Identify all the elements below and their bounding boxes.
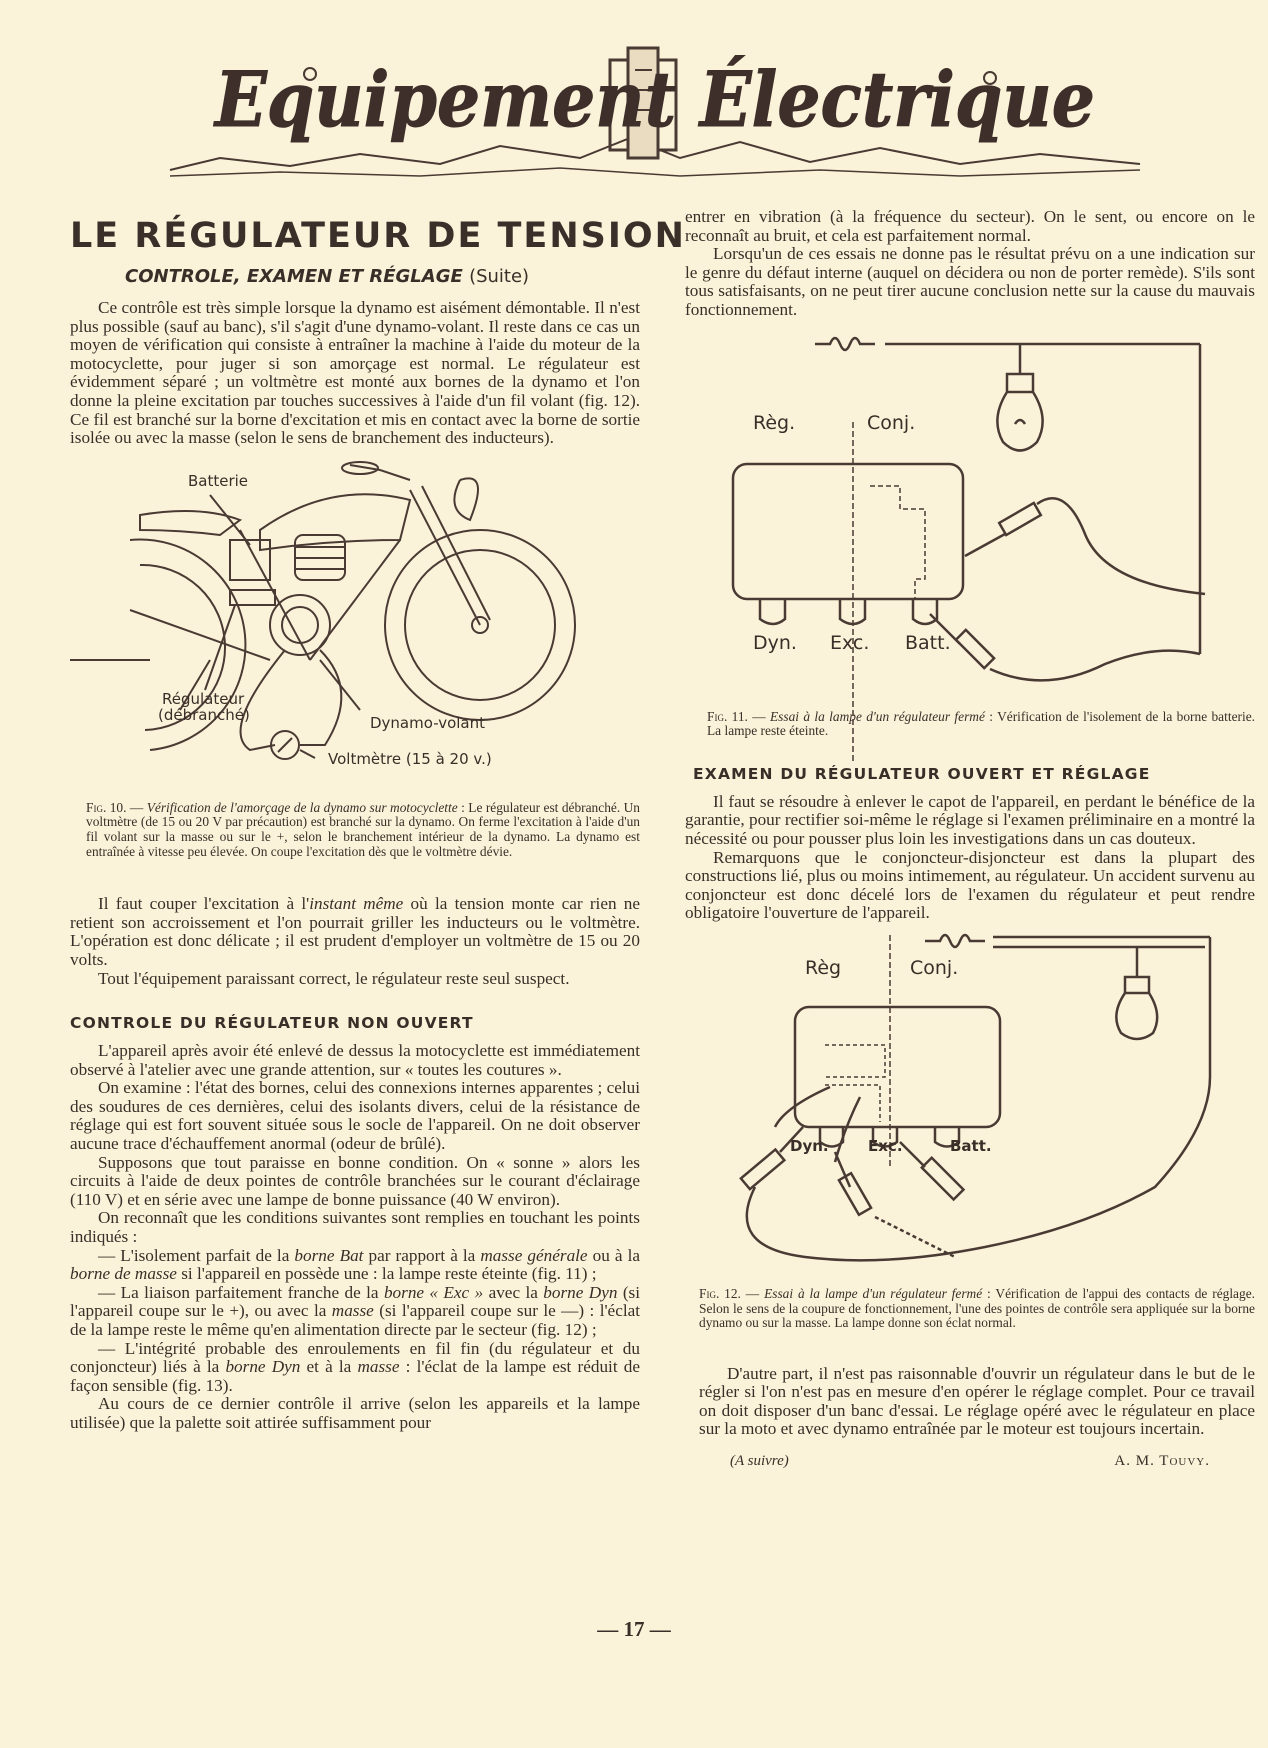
paragraph-s1-5: Au cours de ce dernier contrôle il arrive (selon les appareils et la lampe utilisée) que la palette soit attirée suffisamment pour (70, 1394, 640, 1432)
label-debranche: (débranché) (158, 705, 250, 724)
paragraph-intro: Ce contrôle est très simple lorsque la dynamo est aisément démontable. Il n'est plus possible (sauf au banc), s'il s'agit d'une dynamo-volant. Il reste dans ce cas un moyen de vérification qui consiste à entraîner la machine à l'aide du moteur de la motocyclette, pour juger si son amorçage est normal. Le régulateur est évidemment séparé ; un voltmètre est monté aux bornes de la dynamo et l'on donne la pleine excitation par touches successives à l'aide d'un fil volant (fig. 12). Ce fil est branché sur la borne d'excitation et mis en contact avec la borne de sortie isolée ou avec la masse (selon le sens de branchement des inducteurs). (70, 298, 640, 448)
caption-fig-10 (86, 801, 640, 859)
paragraph-s1-1: L'appareil après avoir été enlevé de dessus la motocyclette est immédiatement observé à l'atelier avec une grande attention, sur « toutes les coutures ». (70, 1041, 640, 1079)
b2-em1: borne « Exc » (383, 1282, 484, 1302)
fig11-label-exc: Exc. (830, 631, 870, 654)
caption-fig-11 (707, 710, 1255, 739)
bullet-isolement (70, 1247, 640, 1284)
fig12-diagram (685, 927, 1255, 1287)
caption-fig-12-title: Essai à la lampe d'un régulateur fermé (764, 1285, 983, 1301)
caption-fig-11-number: Fig. 11. — (707, 708, 766, 724)
figure-10 (70, 460, 640, 795)
caption-fig-10-text: : Le régulateur est débranché. Un voltmètre (de 15 ou 20 V par précaution) est branché sur la dynamo. On ferme l'excitation à l'aide d'un fil volant sur la masse ou sur le +, selon le branchement intérieur de la dynamo. La dynamo est entraînée à vitesse peu élevée. On coupe l'excitation dès que le voltmètre dévie. (86, 799, 640, 859)
b3-a: — L'intégrité probable des enroulements en fil fin (du régulateur et du conjoncteur) liés à la (70, 1338, 640, 1377)
section-heading-non-ouvert: CONTROLE DU RÉGULATEUR NON OUVERT (70, 1014, 474, 1033)
figure-11 (685, 324, 1255, 704)
label-batterie: Batterie (188, 471, 249, 490)
fig11-label-conj: Conj. (867, 411, 916, 434)
page-number: — 17 — (597, 1617, 671, 1641)
bullet-liaison (70, 1284, 640, 1340)
lightning-line-2 (170, 168, 1140, 176)
fig12-label-exc: Exc. (868, 1136, 903, 1155)
paragraph-r2: Lorsqu'un de ces essais ne donne pas le résultat prévu on a une indication sur le genre du défaut interne (auquel on décidera ou non de porter remède). S'ils sont tous satisfaisants, on ne peut tirer aucune conclusion nette sur la cause du mauvais fonctionnement. (685, 244, 1255, 319)
caption-fig-11-text: : Vérification de l'isolement de la borne batterie. La lampe reste éteinte. (707, 708, 1255, 739)
left-column (70, 210, 686, 1433)
figure-12 (685, 927, 1255, 1287)
label-regulateur: Régulateur (162, 689, 245, 708)
b1-em2: masse générale (480, 1245, 588, 1265)
p2-part-b: où la tension monte car rien ne retient son accroissement et l'on pourrait griller les inducteurs ou le voltmètre. L'opération est donc délicate ; il est prudent d'employer un voltmètre de 15 ou 20 volts. (70, 894, 640, 969)
b1-c: ou à la (587, 1245, 640, 1265)
subtitle-suite: (Suite) (469, 266, 530, 287)
label-voltmetre: Voltmètre (15 à 20 v.) (328, 749, 492, 768)
paragraph-suspect: Tout l'équipement paraissant correct, le régulateur reste seul suspect. (98, 968, 570, 988)
fig11-label-reg: Règ. (753, 411, 796, 434)
b2-em2: borne Dyn (543, 1282, 618, 1302)
caption-fig-12-number: Fig. 12. — (699, 1285, 760, 1301)
b1-a: — L'isolement parfait de la (98, 1245, 295, 1265)
b3-em1: borne Dyn (225, 1357, 301, 1377)
b3-em2: masse (357, 1357, 400, 1377)
paragraph-s2-1: Il faut se résoudre à enlever le capot de l'appareil, en perdant le bénéfice de la garantie, pour rectifier soi-même le réglage si l'examen préliminaire en a montré la nécessité ou pour pousser plus loin les investigations dans un cas douteux. (685, 791, 1255, 848)
paragraph-couper (70, 895, 640, 969)
caption-fig-10-number: Fig. 10. — (86, 799, 144, 815)
motorcycle-diagram (70, 460, 640, 795)
caption-fig-12-text: : Vérification de l'appui des contacts de réglage. Selon le sens de la coupure de fonctionnement, l'une des pointes de contrôle sera appliquée sur la borne dynamo ou sur la masse. La lampe donne son éclat normal. (699, 1285, 1255, 1331)
right-column (685, 208, 1255, 1470)
fig11-label-dyn: Dyn. (753, 631, 797, 654)
p2-emphasis: instant même (309, 894, 404, 914)
article-subtitle (125, 266, 640, 287)
paragraph-s1-4: On reconnaît que les conditions suivantes sont remplies en touchant les points indiqués : (70, 1208, 640, 1247)
fig12-label-conj: Conj. (910, 956, 959, 979)
caption-fig-10-title: Vérification de l'amorçage de la dynamo sur motocyclette (146, 799, 458, 815)
subtitle-text: CONTROLE, EXAMEN ET RÉGLAGE (125, 266, 463, 287)
b2-em3: masse (331, 1301, 374, 1321)
paragraph-r1: entrer en vibration (à la fréquence du secteur). On le sent, ou encore on le reconnaît au bruit, et cela est parfaitement normal. (685, 207, 1255, 245)
b1-d: si l'appareil en possède une : la lampe reste éteinte (fig. 11) ; (176, 1264, 597, 1284)
b3-c: : l'éclat de la lampe est réduit de façon sensible (fig. 13). (70, 1357, 640, 1395)
article-footer (685, 1453, 1255, 1470)
b2-b: avec la (483, 1282, 544, 1302)
fig12-label-batt: Batt. (950, 1136, 992, 1155)
paragraph-s1-3: Supposons que tout paraisse en bonne condition. On « sonne » alors les circuits à l'aide de deux pointes de contrôle branchées sur le courant d'éclairage (110 V) et en série avec une lampe de bonne puissance (40 W environ). (70, 1152, 640, 1209)
label-dynamo-volant: Dynamo-volant (370, 713, 486, 732)
b2-d: (si l'appareil coupe sur le —) : l'éclat de la lampe reste le même qu'en alimentation directe par le secteur (fig. 12) ; (70, 1301, 640, 1339)
fig12-label-dyn: Dyn. (790, 1136, 829, 1155)
banner-title: Equipement Électrique (215, 55, 1200, 144)
b2-a: — La liaison parfaitement franche de la (98, 1282, 384, 1302)
article-title: LE RÉGULATEUR DE TENSION (70, 216, 686, 256)
paragraph-s1-2: On examine : l'état des bornes, celui des connexions internes apparentes ; celui des soudures de ces dernières, celui des isolants divers, celui de la résistance de réglage qui est fort souvent située sous le socle de l'appareil. On ne doit observer aucune trace d'échauffement anormal (odeur de brûlé). (70, 1078, 640, 1154)
fig11-label-batt: Batt. (905, 631, 951, 654)
banner-header (160, 30, 1200, 180)
fig12-label-reg: Règ (805, 956, 842, 979)
b1-em1: borne Bat (294, 1245, 364, 1265)
b3-b: et à la (300, 1357, 358, 1377)
p2-part-a: Il faut couper l'excitation à l' (98, 894, 310, 914)
b1-em3: borne de masse (70, 1264, 177, 1284)
bullet-integrite (70, 1340, 640, 1396)
paragraph-r3: D'autre part, il n'est pas raisonnable d'ouvrir un régulateur dans le but de le régler si l'on n'est pas en mesure d'en opérer le réglage complet. Pour ce travail on doit disposer d'un banc d'essai. Le réglage opéré avec le régulateur en place sur la moto et avec dynamo entraînée par le moteur est toujours incertain. (699, 1363, 1255, 1439)
author-signature: A. M. Touvy. (1114, 1453, 1210, 1470)
b2-c: (si l'appareil coupe sur le +), ou avec la (70, 1282, 641, 1321)
caption-fig-11-title: Essai à la lampe d'un régulateur fermé (769, 708, 985, 724)
section-heading-ouvert: EXAMEN DU RÉGULATEUR OUVERT ET RÉGLAGE (693, 764, 1151, 783)
caption-fig-12 (699, 1287, 1255, 1331)
b1-b: par rapport à la (363, 1245, 481, 1265)
a-suivre: (A suivre) (730, 1453, 789, 1470)
paragraph-s2-2: Remarquons que le conjoncteur-disjoncteur est dans la plupart des constructions lié, plus ou moins intimement, au régulateur. Un accident survenu au conjoncteur est donc décelé lors de l'examen du régulateur et peut rendre obligatoire l'ouverture de l'appareil. (685, 847, 1255, 923)
